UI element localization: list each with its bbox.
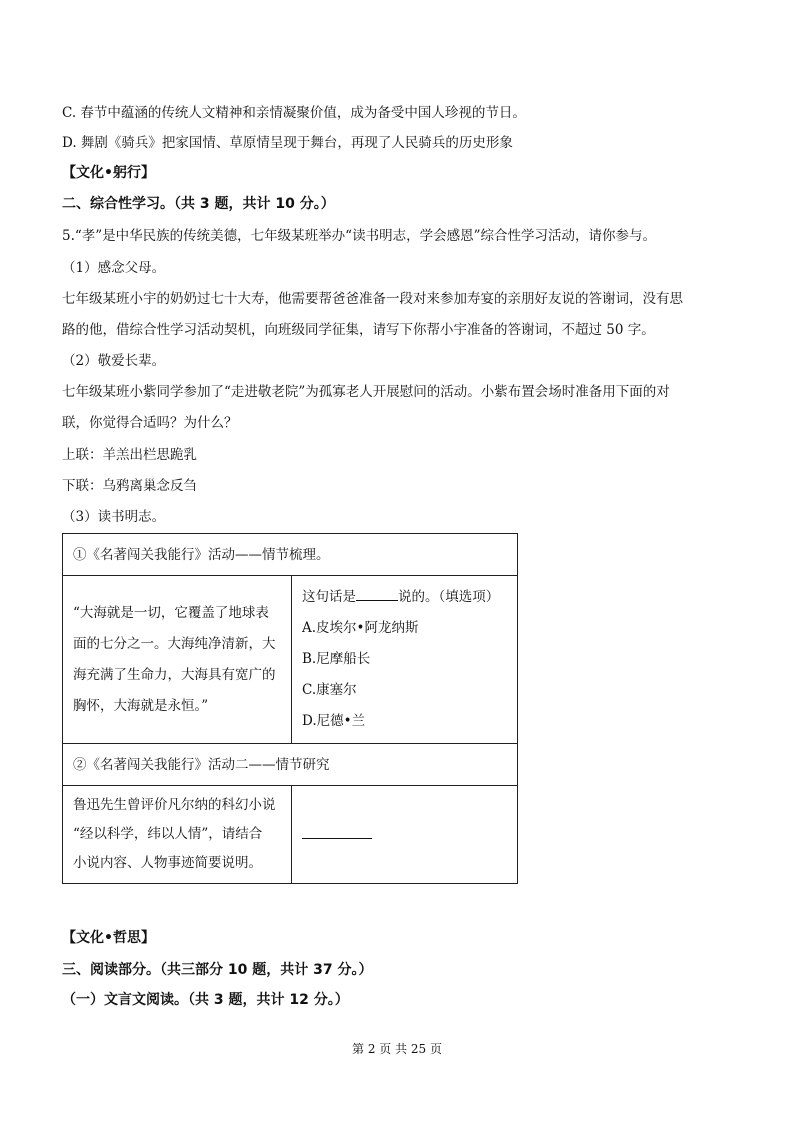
activity2-title: ②《名著闯关我能行》活动二——情节研究 (63, 744, 518, 786)
choice-d: D.尼德•兰 (302, 713, 366, 729)
option-c: C. 春节中蕴涵的传统人文精神和亲情凝聚价值，成为备受中国人珍视的节日。 (62, 105, 526, 121)
q5-intro: 5.“孝”是中华民族的传统美德，七年级某班举办“读书明志，学会感恩”综合性学习活动，请你参与。 (62, 228, 656, 244)
page-footer: 第 2 页 共 25 页 (352, 1042, 442, 1056)
prompt-before: 这句话是 (302, 589, 356, 605)
q5-part1-label: （1）感念父母。 (62, 260, 166, 276)
section3-sub1: （一）文言文阅读。（共 3 题，共计 12 分。） (62, 992, 349, 1008)
q5-part3-label: （3）读书明志。 (62, 509, 166, 525)
answer-blank-long[interactable] (302, 824, 372, 839)
quote-line: 胸怀，大海就是永恒。” (73, 697, 209, 714)
q5-part1-line1: 七年级某班小宇的奶奶过七十大寿，他需要帮爸爸准备一段对来参加寿宴的亲朋好友说的答谢词，没有思 (62, 291, 683, 307)
quote-line: 面的七分之一。大海纯净清新，大 (73, 635, 276, 652)
activity2-answer-cell (292, 786, 518, 884)
quote-cell (63, 576, 292, 744)
q5-part1-line2: 路的他，借综合性学习活动契机，向班级同学征集，请写下你帮小宇准备的答谢词，不超过 50 字。 (62, 322, 655, 338)
choice-b: B.尼摩船长 (302, 651, 371, 667)
quote-line: “大海就是一切，它覆盖了地球表 (73, 604, 269, 621)
reading-table (62, 533, 518, 884)
activity2-line: 鲁迅先生曾评价凡尔纳的科幻小说 (73, 797, 276, 813)
section3-title: 三、阅读部分。（共三部分 10 题，共计 37 分。） (62, 962, 373, 978)
activity2-line: “经以科学，纬以人情”，请结合 (73, 826, 263, 842)
couplet-upper: 上联：羊羔出栏思跪乳 (62, 447, 197, 463)
choice-c: C.康塞尔 (302, 682, 357, 698)
activity2-line: 小说内容、人物事迹简要说明。 (73, 855, 262, 871)
q5-part2-line1: 七年级某班小紫同学参加了“走进敬老院”为孤寡老人开展慰问的活动。小紫布置会场时准备用下面的对 (62, 384, 670, 400)
activity1-title: ①《名著闯关我能行》活动——情节梳理。 (63, 534, 518, 576)
q5-part2-label: （2）敬爱长辈。 (62, 353, 166, 369)
quote-line: 海充满了生命力，大海具有宽广的 (73, 666, 276, 683)
q5-part2-line2: 联，你觉得合适吗？为什么？ (62, 415, 238, 431)
section-culture-think: 【文化•哲思】 (62, 930, 155, 946)
section-culture-travel: 【文化•躬行】 (62, 165, 155, 181)
choice-a: A.皮埃尔•阿龙纳斯 (302, 620, 419, 636)
choice-cell (292, 576, 518, 744)
activity2-question-cell (63, 786, 292, 884)
fill-prompt (302, 582, 507, 613)
couplet-lower: 下联：乌鸦离巢念反刍 (62, 478, 197, 494)
answer-blank[interactable] (356, 586, 398, 601)
prompt-after: 说的。（填选项） (398, 589, 500, 605)
section2-title: 二、综合性学习。（共 3 题，共计 10 分。） (62, 196, 335, 212)
option-d: D. 舞剧《骑兵》把家国情、草原情呈现于舞台，再现了人民骑兵的历史形象 (62, 135, 513, 151)
